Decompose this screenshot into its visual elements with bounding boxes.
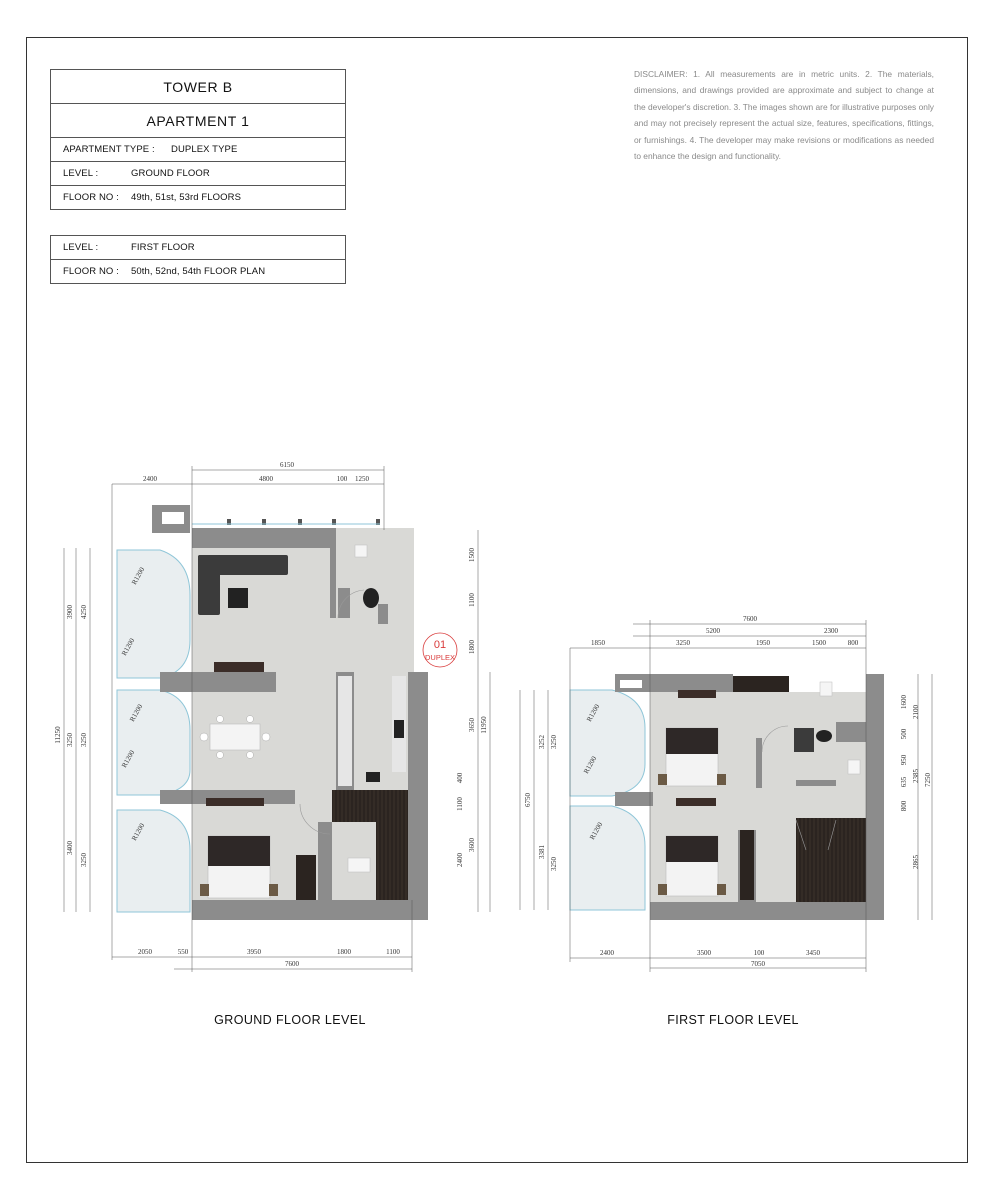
ff-dim-left-1: 3250	[550, 735, 558, 749]
gf-radius-3: R1200	[120, 748, 137, 770]
gf-dim-bottom-3: 1800	[337, 948, 351, 956]
gf-dim-bottom-4: 1100	[386, 948, 400, 956]
ff-bed-1	[658, 728, 726, 786]
ground-floor-plan	[54, 461, 490, 972]
gf-dim-left-5: 3400	[66, 841, 74, 855]
ff-dim-top-6: 1500	[812, 639, 826, 647]
gf-radius-0: R1200	[130, 565, 147, 587]
ff-dim-right-4: 2385	[912, 769, 920, 783]
gf-dim-right-8: 2400	[456, 853, 464, 867]
gf-dim-right-2: 1800	[468, 640, 476, 654]
gf-radius-2: R1200	[128, 702, 145, 724]
ff-dim-right-2: 500	[900, 728, 908, 740]
ff-level-label: LEVEL :	[63, 242, 99, 253]
ff-dim-top-4: 3250	[676, 639, 690, 647]
gf-dim-left-4: 3250	[80, 733, 88, 747]
gf-dim-right-7: 3600	[468, 838, 476, 852]
gf-stairs	[332, 790, 408, 822]
gf-dim-top-2: 4800	[259, 475, 273, 483]
gf-dim-right-4: 11950	[480, 716, 488, 734]
gf-dim-right-0: 1500	[468, 548, 476, 562]
gf-dim-right-1: 1100	[468, 593, 476, 607]
gf-dim-left-3: 3250	[66, 733, 74, 747]
tower-title: TOWER B	[163, 78, 233, 95]
gf-bed	[200, 836, 278, 898]
ff-radius-2: R1200	[588, 820, 605, 842]
ff-dim-right-0: 1600	[900, 695, 908, 709]
apartment-title: APARTMENT 1	[51, 103, 345, 137]
ff-dim-left-2: 6750	[524, 793, 532, 807]
ff-dim-right-5: 635	[900, 776, 908, 788]
ff-dim-bottom-4: 7050	[751, 960, 765, 968]
ff-wardrobe	[733, 676, 789, 692]
gf-dim-top-4: 1250	[355, 475, 369, 483]
ff-dim-right-6: 7250	[924, 773, 932, 787]
ff-radius-1: R1200	[582, 754, 599, 776]
gf-unit-tag	[423, 633, 457, 667]
ff-dim-right-7: 800	[900, 800, 908, 812]
ff-dim-right-8: 2865	[912, 855, 920, 869]
gf-unit-tag-label: DUPLEX	[424, 653, 456, 662]
ff-dim-left-4: 3250	[550, 857, 558, 871]
first-floor-caption: FIRST FLOOR LEVEL	[667, 1013, 799, 1027]
ff-dim-bottom-3: 3450	[806, 949, 820, 957]
ff-dim-bottom-0: 2400	[600, 949, 614, 957]
ff-dim-left-3: 3381	[538, 845, 546, 859]
gf-dim-bottom-0: 2050	[138, 948, 152, 956]
gf-kitchen-counter	[338, 676, 352, 786]
gf-dim-bottom-2: 3950	[247, 948, 261, 956]
gf-dim-left-2: 11250	[54, 726, 62, 744]
gf-dim-top-0: 6150	[280, 461, 294, 469]
gf-dim-bottom-1: 550	[177, 948, 189, 956]
ff-floor-no-label: FLOOR NO :	[63, 266, 119, 277]
ff-dim-bottom-1: 3500	[697, 949, 711, 957]
gf-dim-left-1: 4250	[80, 605, 88, 619]
gf-dim-left-0: 3900	[66, 605, 74, 619]
floor-no-value: 49th, 51st, 53rd FLOORS	[131, 192, 242, 203]
gf-dim-right-6: 1100	[456, 797, 464, 811]
apartment-type-value: DUPLEX TYPE	[171, 144, 238, 155]
gf-dim-top-1: 2400	[143, 475, 157, 483]
level-value: GROUND FLOOR	[131, 168, 210, 179]
gf-balconies	[117, 550, 190, 912]
ff-dim-top-2: 2300	[824, 627, 838, 635]
ff-dim-top-1: 5200	[706, 627, 720, 635]
gf-dim-left-6: 3250	[80, 853, 88, 867]
ff-radius-0: R1200	[585, 702, 602, 724]
ff-floor-no-value: 50th, 52nd, 54th FLOOR PLAN	[131, 266, 266, 277]
ground-floor-caption: GROUND FLOOR LEVEL	[214, 1013, 366, 1027]
floor-no-label: FLOOR NO :	[63, 192, 119, 203]
gf-radius-4: R1200	[130, 821, 147, 843]
ff-dim-bottom-2: 100	[753, 949, 765, 957]
gf-dim-top-3: 100	[336, 475, 348, 483]
first-floor-plan	[520, 615, 932, 972]
ff-dim-top-0: 7600	[743, 615, 757, 623]
ff-dim-top-7: 800	[847, 639, 859, 647]
gf-unit-tag-number: 01	[433, 639, 447, 651]
ff-bed-2	[658, 836, 726, 896]
ff-dim-top-3: 1850	[591, 639, 605, 647]
ff-level-value: FIRST FLOOR	[131, 242, 195, 253]
ff-dim-left-0: 3252	[538, 735, 546, 749]
level-label: LEVEL :	[63, 168, 99, 179]
gf-dim-right-3: 3650	[468, 718, 476, 732]
ff-dim-right-1: 2100	[912, 705, 920, 719]
disclaimer-text: DISCLAIMER: 1. All measurements are in metric units. 2. The materials, dimensions, and drawings provided are approximate and subject to change at the developer's discretion. 3. The images shown are for illustrative purposes only and may not precisely represent the actual size, features, specifications, fittings, or furnishings. 4. The developer may make revisions or modifications as needed to enhance the design and functionality.	[634, 69, 934, 162]
apartment-type-label: APARTMENT TYPE :	[63, 144, 155, 155]
ff-dim-top-5: 1950	[756, 639, 770, 647]
ff-dim-right-3: 950	[900, 754, 908, 766]
gf-dim-bottom-5: 7600	[285, 960, 299, 968]
gf-radius-1: R1200	[120, 636, 137, 658]
ff-stairs	[796, 818, 866, 902]
gf-dim-right-5: 400	[456, 772, 464, 784]
